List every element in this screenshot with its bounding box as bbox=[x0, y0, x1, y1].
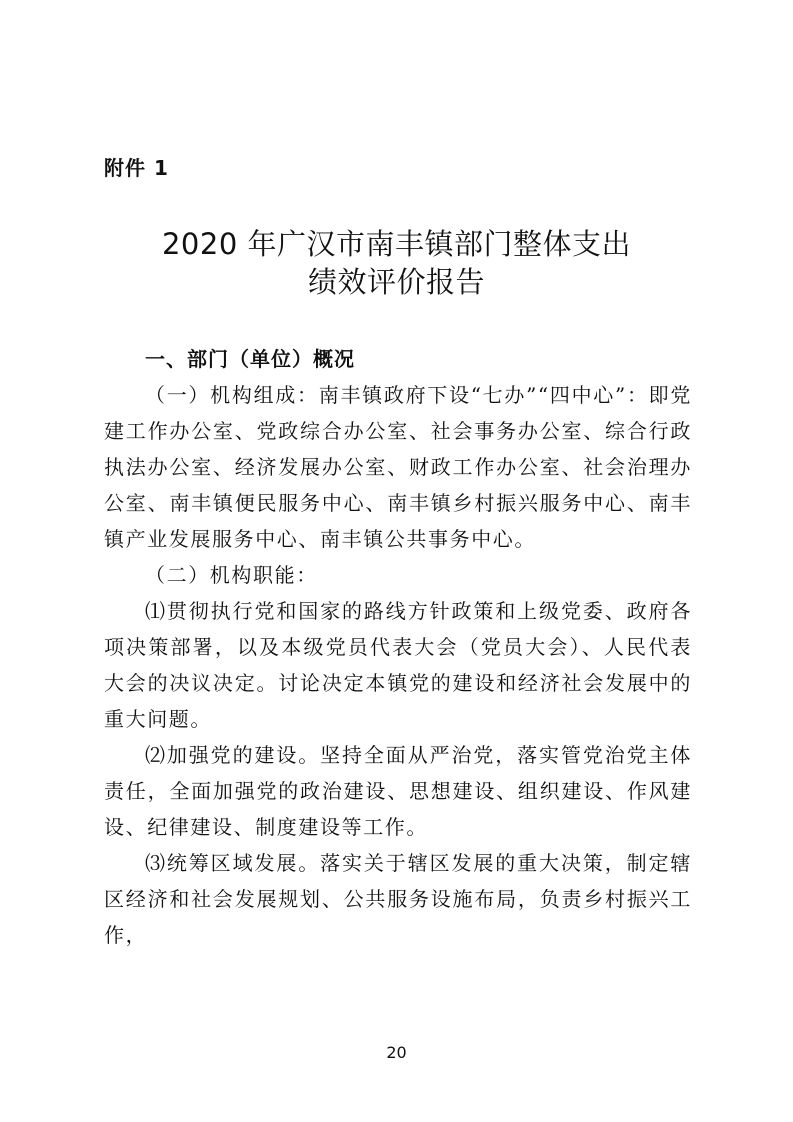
attachment-label: 附件 1 bbox=[104, 156, 169, 180]
section-heading: 一、部门（单位）概况 bbox=[145, 347, 355, 371]
paragraph-function-1: ⑴贯彻执行党和国家的路线方针政策和上级党委、政府各项决策部署，以及本级党员代表大会（党员大会）、人民代表大会的决议决定。讨论决定本镇党的建设和经济社会发展中的重大问题。 bbox=[104, 599, 692, 731]
report-title-line-2: 绩效评价报告 bbox=[307, 265, 485, 299]
paragraph-organization: （一）机构组成：南丰镇政府下设“七办”“四中心”：即党建工作办公室、党政综合办公室、社会事务办公室、综合行政执法办公室、经济发展办公室、财政工作办公室、社会治理办公室、南丰镇便民服务中心、南丰镇乡村振兴服务中心、南丰镇产业发展服务中心、南丰镇公共事务中心。 bbox=[104, 383, 692, 551]
report-body bbox=[104, 341, 692, 953]
paragraph-function-3: ⑶统筹区域发展。落实关于辖区发展的重大决策，制定辖区经济和社会发展规划、公共服务设施布局，负责乡村振兴工作， bbox=[104, 851, 692, 947]
paragraph-function-2: ⑵加强党的建设。坚持全面从严治党，落实管党治党主体责任，全面加强党的政治建设、思想建设、组织建设、作风建设、纪律建设、制度建设等工作。 bbox=[104, 743, 692, 839]
paragraph-functions-heading: （二）机构职能： bbox=[145, 563, 318, 587]
page-number: 20 bbox=[386, 1043, 407, 1062]
report-title-line-1: 2020 年广汉市南丰镇部门整体支出 bbox=[161, 227, 632, 261]
